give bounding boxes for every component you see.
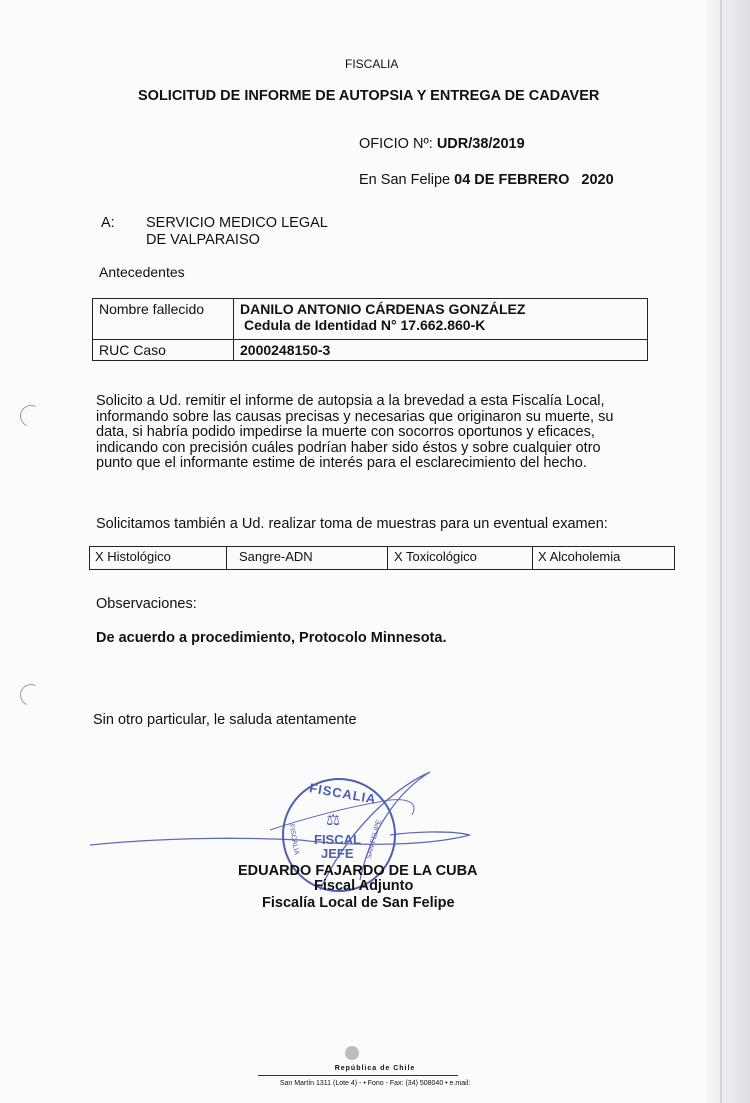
date-value: 04 DE FEBRERO	[454, 172, 570, 188]
stamp-right-text: SAN FELIPE	[365, 819, 383, 860]
ruc-number: 2000248150-3	[234, 340, 648, 361]
sample-toxicologico: X Toxicológico	[388, 547, 533, 569]
chile-emblem-icon	[345, 1046, 359, 1060]
sample-histologico: X Histológico	[90, 547, 227, 569]
table-cell-label: RUC Caso	[93, 340, 234, 361]
paragraph-line: punto que el informante estime de interés para el esclarecimiento del hecho.	[96, 455, 587, 471]
stamp-mid-text-2: JEFE	[321, 846, 354, 861]
observaciones-text: De acuerdo a procedimiento, Protocolo Minnesota.	[96, 630, 447, 646]
oficio-number: UDR/38/2019	[436, 136, 525, 152]
scales-icon: ⚖	[326, 812, 341, 829]
paragraph-line: indicando con precisión cuáles podrían haber sido éstos y sobre cualquier otro	[96, 439, 601, 456]
sample-sangre-adn: Sangre-ADN	[227, 547, 388, 569]
footer-country: República de Chile	[334, 1065, 416, 1072]
observaciones-label: Observaciones:	[96, 596, 197, 612]
samples-intro: Solicitamos también a Ud. realizar toma de muestras para un eventual examen:	[96, 516, 608, 532]
paragraph-line: informando sobre las causas precisas y necesarias que originaron su muerte, su	[96, 408, 614, 425]
date-year: 2020	[581, 172, 614, 188]
closing-line: Sin otro particular, le saluda atentamente	[93, 712, 357, 728]
date-place: San Felipe	[380, 172, 451, 188]
signatory-office: Fiscalía Local de San Felipe	[262, 895, 455, 911]
oficio-label: OFICIO Nº:	[359, 136, 433, 152]
signatory-name: EDUARDO FAJARDO DE LA CUBA	[238, 863, 478, 879]
footer-divider	[258, 1075, 458, 1076]
document-title: SOLICITUD DE INFORME DE AUTOPSIA Y ENTREGA DE CADAVER	[138, 88, 600, 104]
paragraph-line: Solicito a Ud. remitir el informe de autopsia a la brevedad a esta Fiscalía Local,	[96, 393, 605, 409]
paragraph-line: data, si habría podido impedirse la muerte con socorros oportunos y eficaces,	[96, 424, 595, 440]
deceased-id: Cedula de Identidad N° 17.662.860-K	[244, 317, 486, 333]
footer-address: San Martín 1311 (Lote 4) - • Fono - Fax: (34) 508040 • e.mail:	[279, 1080, 471, 1087]
signatory-role: Fiscal Adjunto	[314, 878, 414, 894]
table-cell-label: Nombre fallecido	[93, 299, 234, 340]
org-header: FISCALIA	[345, 57, 399, 71]
sample-alcoholemia: X Alcoholemia	[538, 549, 621, 564]
date-prefix: En	[359, 172, 377, 188]
stamp-left-text: FISCALIA	[287, 823, 300, 856]
deceased-name: DANILO ANTONIO CÁRDENAS GONZÁLEZ	[240, 301, 526, 317]
stamp-top-text: FISCALIA	[308, 780, 378, 807]
to-label: A:	[101, 215, 115, 231]
to-line-2: DE VALPARAISO	[146, 232, 260, 248]
to-line-1: SERVICIO MEDICO LEGAL	[146, 215, 328, 231]
antecedentes-heading: Antecedentes	[99, 264, 185, 280]
stamp-mid-text-1: FISCAL	[314, 832, 361, 847]
